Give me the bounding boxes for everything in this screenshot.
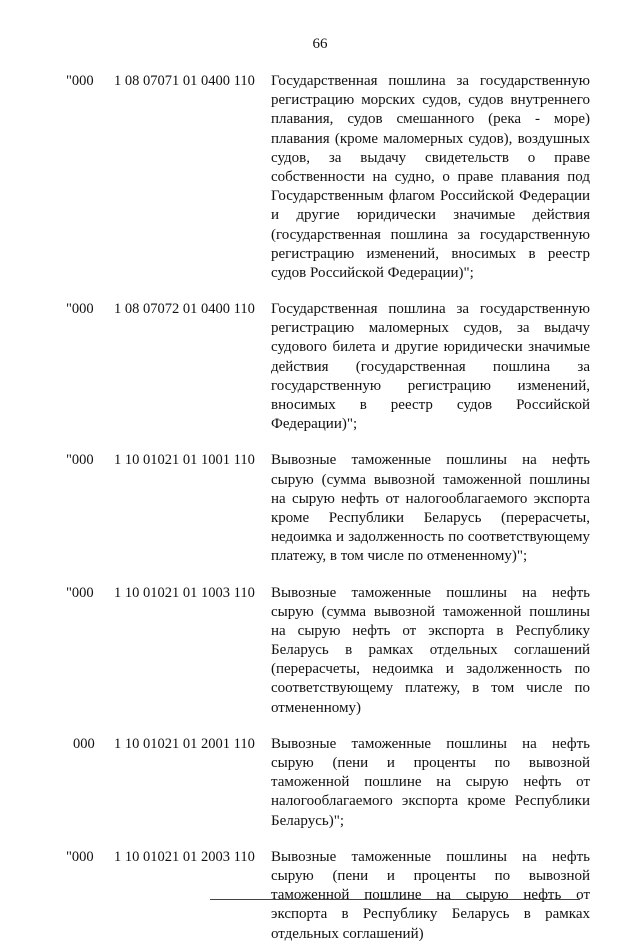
entry-row <box>0 584 640 718</box>
entry-code: 000 <box>73 735 95 752</box>
description-line: платежу, в том числе по отмененному)"; <box>271 548 528 565</box>
entry-code: "000 <box>66 452 94 469</box>
entry-row <box>0 72 640 283</box>
entries-list <box>0 72 640 944</box>
entry-row <box>0 451 640 566</box>
description-line: сырую (пени и проценты по вывозной <box>271 867 590 884</box>
description-line: собственности на судно, о праве плавания под <box>271 168 590 185</box>
description-line: экспорта в Республику Беларусь в рамках <box>271 906 590 923</box>
description-line: плавания, судов смешанного (река - море) <box>271 111 590 128</box>
description-line: регистрацию морских судов, судов внутреннего <box>271 92 590 109</box>
entry-description <box>271 300 590 434</box>
entry-kbk: 1 10 01021 01 2001 110 <box>114 735 255 752</box>
entry-code: "000 <box>66 848 94 865</box>
description-line: Государственная пошлина за государственную <box>271 301 590 318</box>
page-number: 66 <box>312 36 328 52</box>
description-line: отдельных соглашений) <box>271 925 424 942</box>
entry-row <box>0 848 640 944</box>
description-line: сырую (пени и проценты по вывозной <box>271 755 590 771</box>
entry-kbk: 1 10 01021 01 1003 110 <box>114 584 255 601</box>
description-line: Федерации)"; <box>271 416 358 433</box>
description-line: и другие юридически значимые действия <box>271 207 590 224</box>
entry-description <box>271 584 590 718</box>
description-line: (перерасчеты, недоимка и задолженность по <box>271 661 590 678</box>
entry-description <box>271 848 590 944</box>
description-line: налогооблагаемого экспорта кроме Республики <box>271 793 590 810</box>
entry-description <box>271 735 590 831</box>
description-line: (государственная пошлина за государственную <box>271 226 590 243</box>
description-line: таможенной пошлине на сырую нефть от <box>271 774 590 791</box>
description-line: Вывозные таможенные пошлины на нефть <box>271 452 590 469</box>
description-line: отмененному) <box>271 699 361 716</box>
entry-row <box>0 300 640 434</box>
description-line: на сырую нефть от экспорта в Республику <box>271 622 590 639</box>
description-line: плавания (кроме маломерных судов), воздушных <box>271 130 590 147</box>
entry-description <box>271 451 590 566</box>
description-line: Государственным флагом Российской Федерации <box>271 188 590 205</box>
description-line: вносимых в реестр судов Российской <box>271 397 590 413</box>
description-line: судов Российской Федерации)"; <box>271 264 474 281</box>
description-line: сырую (сумма вывозной таможенной пошлины <box>271 603 590 620</box>
entry-code: "000 <box>66 73 94 89</box>
description-line: судов, за выдачу свидетельств о праве <box>271 149 590 166</box>
description-line: Вывозные таможенные пошлины на нефть <box>271 848 590 865</box>
entry-description <box>271 72 590 283</box>
description-line: регистрацию маломерных судов, за выдачу <box>271 320 590 337</box>
description-line: соответствующему платежу, в том числе по <box>271 680 590 697</box>
bottom-rule <box>210 899 580 900</box>
description-line: Государственная пошлина за государственную <box>271 73 590 89</box>
entry-code: "000 <box>66 301 94 318</box>
description-line: Беларусь)"; <box>271 812 345 829</box>
description-line: Вывозные таможенные пошлины на нефть <box>271 735 590 752</box>
description-line: государственную регистрацию изменений, <box>271 377 590 394</box>
entry-code: "000 <box>66 584 94 601</box>
description-line: на сырую нефть от налогооблагаемого экспорта <box>271 490 590 507</box>
description-line: Беларусь в рамках отдельных соглашений <box>271 642 590 659</box>
description-line: действия (государственная пошлина за <box>271 358 590 375</box>
description-line: таможенной пошлине на сырую нефть от <box>271 887 590 904</box>
entry-kbk: 1 10 01021 01 1001 110 <box>114 452 255 469</box>
entry-kbk: 1 08 07072 01 0400 110 <box>114 301 255 318</box>
description-line: судового билета и другие юридически значимые <box>271 339 590 356</box>
description-line: Вывозные таможенные пошлины на нефть <box>271 584 590 601</box>
description-line: сырую (сумма вывозной таможенной пошлины <box>271 471 590 488</box>
description-line: кроме Республики Беларусь (перерасчеты, <box>271 509 590 526</box>
description-line: недоимка и задолженность по соответствующему <box>271 529 590 546</box>
entry-row <box>0 735 640 831</box>
entry-kbk: 1 08 07071 01 0400 110 <box>114 73 255 89</box>
entry-kbk: 1 10 01021 01 2003 110 <box>114 848 255 865</box>
description-line: регистрацию изменений, вносимых в реестр <box>271 245 590 262</box>
